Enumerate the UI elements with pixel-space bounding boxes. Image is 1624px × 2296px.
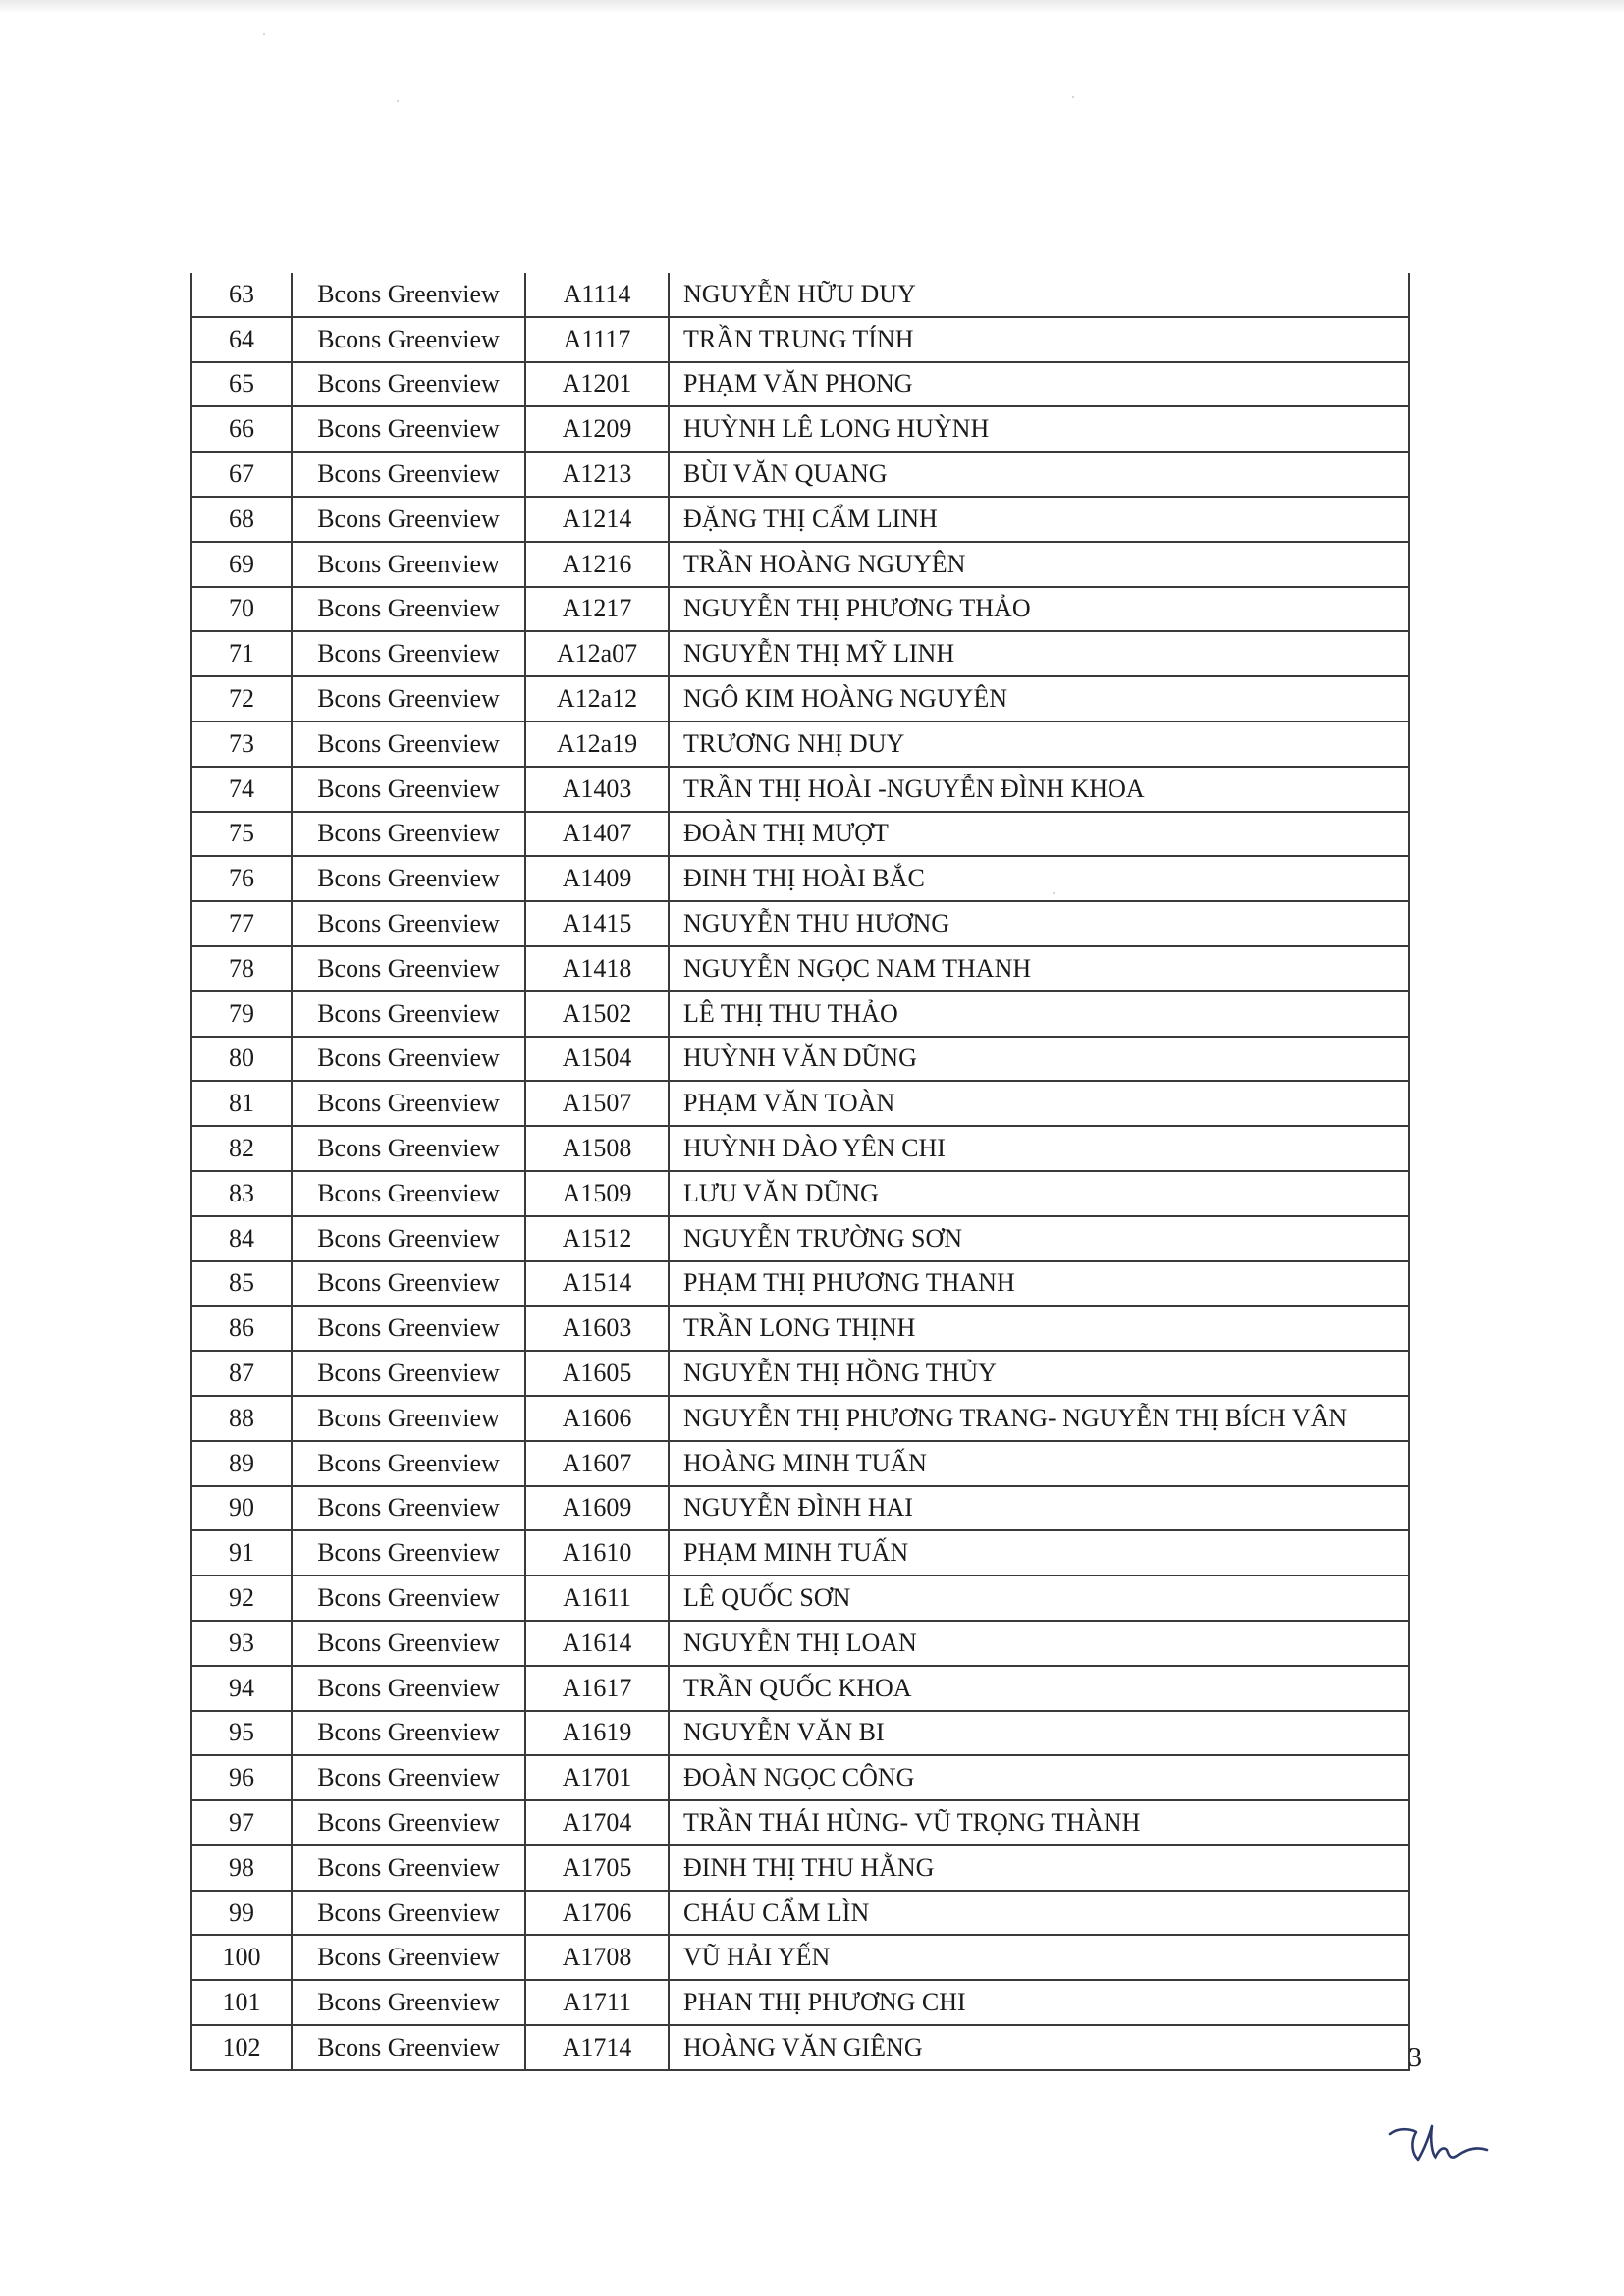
owner-name-cell: NGUYỄN THU HƯƠNG	[669, 901, 1409, 946]
owner-name-cell: HOÀNG VĂN GIÊNG	[669, 2025, 1409, 2070]
project-name-cell: Bcons Greenview	[292, 587, 525, 632]
owner-name-cell: NGUYỄN THỊ MỸ LINH	[669, 631, 1409, 676]
unit-code-cell: A1603	[525, 1306, 669, 1351]
owner-name-cell: HUỲNH ĐÀO YÊN CHI	[669, 1126, 1409, 1171]
owner-name-cell: LÊ QUỐC SƠN	[669, 1575, 1409, 1621]
table-row	[191, 406, 1409, 452]
row-number-cell: 78	[191, 946, 292, 991]
table-row	[191, 1800, 1409, 1845]
project-name-cell: Bcons Greenview	[292, 1755, 525, 1800]
unit-code-cell: A1504	[525, 1037, 669, 1082]
row-number-cell: 85	[191, 1261, 292, 1307]
row-number-cell: 86	[191, 1306, 292, 1351]
owner-name-cell: ĐINH THỊ HOÀI BẮC	[669, 856, 1409, 901]
project-name-cell: Bcons Greenview	[292, 497, 525, 542]
owner-name-cell: ĐINH THỊ THU HẰNG	[669, 1845, 1409, 1891]
project-name-cell: Bcons Greenview	[292, 1891, 525, 1936]
owner-name-cell: TRẦN LONG THỊNH	[669, 1306, 1409, 1351]
project-name-cell: Bcons Greenview	[292, 901, 525, 946]
owner-name-cell: VŨ HẢI YẾN	[669, 1935, 1409, 1980]
project-name-cell: Bcons Greenview	[292, 1575, 525, 1621]
table-row	[191, 497, 1409, 542]
unit-code-cell: A1216	[525, 542, 669, 587]
project-name-cell: Bcons Greenview	[292, 676, 525, 721]
table-row	[191, 1216, 1409, 1261]
row-number-cell: 100	[191, 1935, 292, 1980]
unit-code-cell: A1610	[525, 1530, 669, 1575]
table-row	[191, 1081, 1409, 1126]
row-number-cell: 74	[191, 767, 292, 812]
table-row	[191, 362, 1409, 407]
owner-name-cell: PHẠM VĂN TOÀN	[669, 1081, 1409, 1126]
unit-code-cell: A1607	[525, 1441, 669, 1486]
row-number-cell: 90	[191, 1486, 292, 1531]
table-row	[191, 1126, 1409, 1171]
unit-code-cell: A1415	[525, 901, 669, 946]
project-name-cell: Bcons Greenview	[292, 1306, 525, 1351]
owner-name-cell: HUỲNH LÊ LONG HUỲNH	[669, 406, 1409, 452]
row-number-cell: 66	[191, 406, 292, 452]
owner-name-cell: CHÁU CẨM LÌN	[669, 1891, 1409, 1936]
unit-code-cell: A1418	[525, 946, 669, 991]
unit-code-cell: A1711	[525, 1980, 669, 2025]
project-name-cell: Bcons Greenview	[292, 1081, 525, 1126]
scan-speck	[263, 33, 265, 35]
owner-name-cell: TRẦN THỊ HOÀI -NGUYỄN ĐÌNH KHOA	[669, 767, 1409, 812]
project-name-cell: Bcons Greenview	[292, 1351, 525, 1396]
row-number-cell: 92	[191, 1575, 292, 1621]
owner-name-cell: TRẦN THÁI HÙNG- VŨ TRỌNG THÀNH	[669, 1800, 1409, 1845]
unit-code-cell: A1114	[525, 273, 669, 317]
table-row	[191, 856, 1409, 901]
row-number-cell: 67	[191, 452, 292, 497]
project-name-cell: Bcons Greenview	[292, 1171, 525, 1216]
project-name-cell: Bcons Greenview	[292, 721, 525, 767]
unit-code-cell: A1512	[525, 1216, 669, 1261]
table-row	[191, 1935, 1409, 1980]
unit-code-cell: A12a07	[525, 631, 669, 676]
table-row	[191, 1711, 1409, 1756]
row-number-cell: 91	[191, 1530, 292, 1575]
unit-code-cell: A1407	[525, 812, 669, 857]
unit-code-cell: A1117	[525, 317, 669, 362]
row-number-cell: 70	[191, 587, 292, 632]
scan-top-shadow	[0, 0, 1624, 14]
row-number-cell: 76	[191, 856, 292, 901]
owner-name-cell: HUỲNH VĂN DŨNG	[669, 1037, 1409, 1082]
unit-code-cell: A1514	[525, 1261, 669, 1307]
unit-code-cell: A1403	[525, 767, 669, 812]
project-name-cell: Bcons Greenview	[292, 1396, 525, 1441]
table-row	[191, 2025, 1409, 2070]
project-name-cell: Bcons Greenview	[292, 1980, 525, 2025]
owner-name-cell: PHẠM VĂN PHONG	[669, 362, 1409, 407]
row-number-cell: 72	[191, 676, 292, 721]
table-row	[191, 991, 1409, 1037]
table-row	[191, 1171, 1409, 1216]
row-number-cell: 87	[191, 1351, 292, 1396]
signature-stroke	[1390, 2126, 1487, 2160]
row-number-cell: 94	[191, 1666, 292, 1711]
table-row	[191, 1306, 1409, 1351]
project-name-cell: Bcons Greenview	[292, 1845, 525, 1891]
unit-code-cell: A1508	[525, 1126, 669, 1171]
owner-name-cell: HOÀNG MINH TUẤN	[669, 1441, 1409, 1486]
unit-code-cell: A1209	[525, 406, 669, 452]
project-name-cell: Bcons Greenview	[292, 273, 525, 317]
table-row	[191, 1441, 1409, 1486]
apartment-owner-table	[190, 273, 1410, 2071]
owner-name-cell: ĐOÀN THỊ MƯỢT	[669, 812, 1409, 857]
unit-code-cell: A1213	[525, 452, 669, 497]
table-row	[191, 1530, 1409, 1575]
project-name-cell: Bcons Greenview	[292, 1621, 525, 1666]
row-number-cell: 81	[191, 1081, 292, 1126]
table-row	[191, 587, 1409, 632]
unit-code-cell: A1617	[525, 1666, 669, 1711]
unit-code-cell: A1507	[525, 1081, 669, 1126]
page-number: 3	[1408, 2043, 1422, 2073]
scan-speck	[1072, 96, 1074, 98]
table-row	[191, 901, 1409, 946]
project-name-cell: Bcons Greenview	[292, 1126, 525, 1171]
project-name-cell: Bcons Greenview	[292, 1711, 525, 1756]
row-number-cell: 73	[191, 721, 292, 767]
unit-code-cell: A1502	[525, 991, 669, 1037]
table-row	[191, 1037, 1409, 1082]
row-number-cell: 68	[191, 497, 292, 542]
project-name-cell: Bcons Greenview	[292, 1441, 525, 1486]
row-number-cell: 71	[191, 631, 292, 676]
unit-code-cell: A1214	[525, 497, 669, 542]
table-row	[191, 1351, 1409, 1396]
row-number-cell: 95	[191, 1711, 292, 1756]
table-row	[191, 1666, 1409, 1711]
unit-code-cell: A1409	[525, 856, 669, 901]
project-name-cell: Bcons Greenview	[292, 1530, 525, 1575]
table-row	[191, 317, 1409, 362]
row-number-cell: 82	[191, 1126, 292, 1171]
table-row	[191, 1486, 1409, 1531]
unit-code-cell: A1201	[525, 362, 669, 407]
unit-code-cell: A1704	[525, 1800, 669, 1845]
project-name-cell: Bcons Greenview	[292, 856, 525, 901]
table-row	[191, 767, 1409, 812]
owner-name-cell: NGUYỄN TRƯỜNG SƠN	[669, 1216, 1409, 1261]
project-name-cell: Bcons Greenview	[292, 2025, 525, 2070]
owner-name-cell: PHẠM THỊ PHƯƠNG THANH	[669, 1261, 1409, 1307]
table-row	[191, 721, 1409, 767]
project-name-cell: Bcons Greenview	[292, 1216, 525, 1261]
row-number-cell: 84	[191, 1216, 292, 1261]
owner-name-cell: NGUYỄN ĐÌNH HAI	[669, 1486, 1409, 1531]
project-name-cell: Bcons Greenview	[292, 812, 525, 857]
owner-name-cell: NGUYỄN HỮU DUY	[669, 273, 1409, 317]
project-name-cell: Bcons Greenview	[292, 631, 525, 676]
table-row	[191, 631, 1409, 676]
row-number-cell: 63	[191, 273, 292, 317]
project-name-cell: Bcons Greenview	[292, 406, 525, 452]
row-number-cell: 64	[191, 317, 292, 362]
table-row	[191, 1575, 1409, 1621]
owner-name-cell: NGUYỄN THỊ LOAN	[669, 1621, 1409, 1666]
owner-name-cell: PHAN THỊ PHƯƠNG CHI	[669, 1980, 1409, 2025]
project-name-cell: Bcons Greenview	[292, 1261, 525, 1307]
owner-name-cell: TRƯƠNG NHỊ DUY	[669, 721, 1409, 767]
project-name-cell: Bcons Greenview	[292, 542, 525, 587]
row-number-cell: 88	[191, 1396, 292, 1441]
row-number-cell: 65	[191, 362, 292, 407]
project-name-cell: Bcons Greenview	[292, 1486, 525, 1531]
table-row	[191, 676, 1409, 721]
unit-code-cell: A1611	[525, 1575, 669, 1621]
row-number-cell: 98	[191, 1845, 292, 1891]
table-body	[191, 273, 1409, 2070]
unit-code-cell: A1614	[525, 1621, 669, 1666]
owner-name-cell: TRẦN HOÀNG NGUYÊN	[669, 542, 1409, 587]
table-row	[191, 542, 1409, 587]
table-row	[191, 1845, 1409, 1891]
table-row	[191, 273, 1409, 317]
table-row	[191, 1396, 1409, 1441]
row-number-cell: 89	[191, 1441, 292, 1486]
unit-code-cell: A1706	[525, 1891, 669, 1936]
table-row	[191, 1891, 1409, 1936]
project-name-cell: Bcons Greenview	[292, 1037, 525, 1082]
row-number-cell: 97	[191, 1800, 292, 1845]
table-row	[191, 946, 1409, 991]
unit-code-cell: A1605	[525, 1351, 669, 1396]
row-number-cell: 69	[191, 542, 292, 587]
row-number-cell: 96	[191, 1755, 292, 1800]
unit-code-cell: A1509	[525, 1171, 669, 1216]
signature-initials	[1386, 2120, 1490, 2169]
project-name-cell: Bcons Greenview	[292, 1666, 525, 1711]
scan-speck	[397, 100, 399, 102]
table-row	[191, 452, 1409, 497]
owner-name-cell: BÙI VĂN QUANG	[669, 452, 1409, 497]
owner-name-cell: NGÔ KIM HOÀNG NGUYÊN	[669, 676, 1409, 721]
project-name-cell: Bcons Greenview	[292, 946, 525, 991]
project-name-cell: Bcons Greenview	[292, 317, 525, 362]
project-name-cell: Bcons Greenview	[292, 767, 525, 812]
row-number-cell: 75	[191, 812, 292, 857]
unit-code-cell: A12a19	[525, 721, 669, 767]
project-name-cell: Bcons Greenview	[292, 1800, 525, 1845]
unit-code-cell: A1705	[525, 1845, 669, 1891]
owner-name-cell: NGUYỄN NGỌC NAM THANH	[669, 946, 1409, 991]
row-number-cell: 93	[191, 1621, 292, 1666]
project-name-cell: Bcons Greenview	[292, 362, 525, 407]
unit-code-cell: A1609	[525, 1486, 669, 1531]
row-number-cell: 102	[191, 2025, 292, 2070]
unit-code-cell: A1701	[525, 1755, 669, 1800]
table-row	[191, 1261, 1409, 1307]
owner-name-cell: PHẠM MINH TUẤN	[669, 1530, 1409, 1575]
unit-code-cell: A1619	[525, 1711, 669, 1756]
row-number-cell: 77	[191, 901, 292, 946]
table-row	[191, 1755, 1409, 1800]
project-name-cell: Bcons Greenview	[292, 991, 525, 1037]
owner-name-cell: ĐOÀN NGỌC CÔNG	[669, 1755, 1409, 1800]
row-number-cell: 80	[191, 1037, 292, 1082]
project-name-cell: Bcons Greenview	[292, 1935, 525, 1980]
owner-name-cell: ĐẶNG THỊ CẨM LINH	[669, 497, 1409, 542]
project-name-cell: Bcons Greenview	[292, 452, 525, 497]
row-number-cell: 83	[191, 1171, 292, 1216]
owner-name-cell: NGUYỄN THỊ HỒNG THỦY	[669, 1351, 1409, 1396]
unit-code-cell: A12a12	[525, 676, 669, 721]
owner-name-cell: LÊ THỊ THU THẢO	[669, 991, 1409, 1037]
owner-name-cell: NGUYỄN THỊ PHƯƠNG TRANG- NGUYỄN THỊ BÍCH VÂN	[669, 1396, 1409, 1441]
unit-code-cell: A1606	[525, 1396, 669, 1441]
owner-name-cell: NGUYỄN THỊ PHƯƠNG THẢO	[669, 587, 1409, 632]
owner-name-cell: TRẦN TRUNG TÍNH	[669, 317, 1409, 362]
row-number-cell: 99	[191, 1891, 292, 1936]
table-row	[191, 812, 1409, 857]
row-number-cell: 79	[191, 991, 292, 1037]
unit-code-cell: A1708	[525, 1935, 669, 1980]
row-number-cell: 101	[191, 1980, 292, 2025]
owner-name-cell: TRẦN QUỐC KHOA	[669, 1666, 1409, 1711]
unit-code-cell: A1217	[525, 587, 669, 632]
unit-code-cell: A1714	[525, 2025, 669, 2070]
owner-name-cell: LƯU VĂN DŨNG	[669, 1171, 1409, 1216]
table-row	[191, 1980, 1409, 2025]
table-row	[191, 1621, 1409, 1666]
owner-name-cell: NGUYỄN VĂN BI	[669, 1711, 1409, 1756]
